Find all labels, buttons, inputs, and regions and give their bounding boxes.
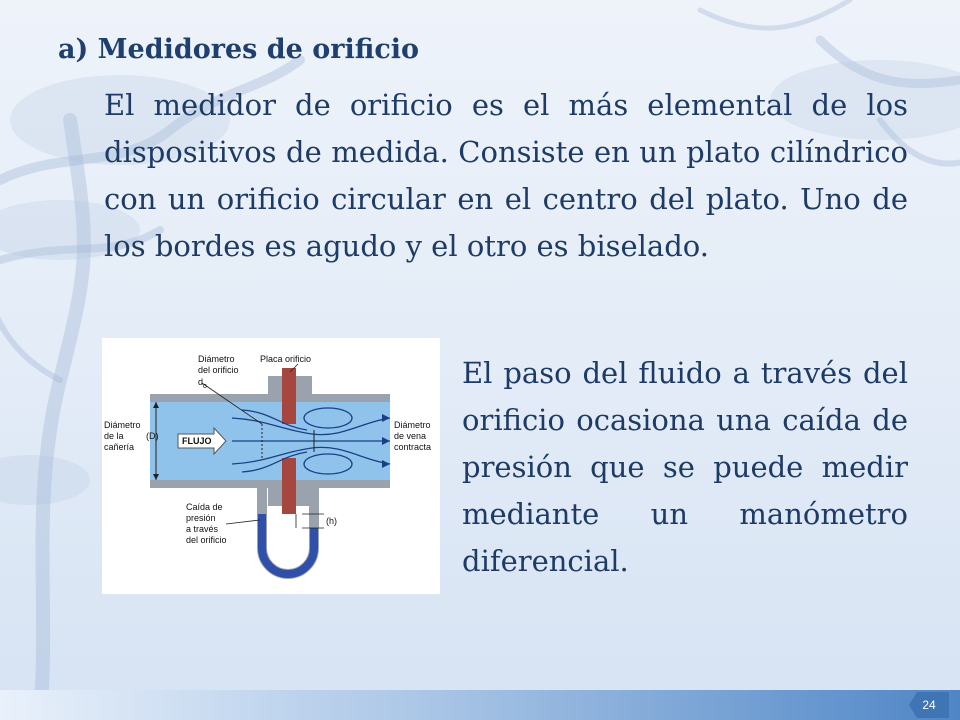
label-pipe-diameter-1: Diámetro — [104, 420, 141, 430]
orifice-plate-bottom — [282, 458, 296, 514]
label-pipe-diameter-3: cañería — [104, 442, 135, 452]
page-number-badge — [909, 692, 949, 718]
orifice-plate-top — [282, 368, 296, 424]
flow-label: FLUJO — [182, 436, 212, 446]
label-drop-3: a través — [186, 524, 219, 534]
section-heading: a) Medidores de orificio — [58, 34, 420, 65]
label-D: (D) — [146, 431, 159, 441]
label-drop-1: Caída de — [186, 502, 223, 512]
label-vena-3: contracta — [394, 442, 432, 452]
intro-paragraph: El medidor de orificio es el más elemental de los dispositivos de medida. Consiste en un plato cilíndrico con un orificio circular en el centro del plato. Uno de los bordes es agudo y el otro es biselado. — [104, 88, 908, 263]
label-orifice-diameter-2: del orificio — [198, 365, 239, 375]
label-orifice-symbol: $d_o$ — [198, 377, 207, 390]
label-vena-2: de vena — [394, 431, 427, 441]
footer-bar — [0, 690, 960, 720]
label-plate: Placa orificio — [260, 354, 312, 364]
label-vena-1: Diámetro — [394, 420, 431, 430]
label-h: (h) — [326, 516, 337, 526]
orifice-meter-diagram — [102, 338, 440, 594]
label-drop-4: del orificio — [186, 535, 227, 545]
page-number: 24 — [922, 698, 936, 712]
label-drop-2: presión — [186, 513, 216, 523]
label-orifice-diameter-1: Diámetro — [198, 354, 235, 364]
label-pipe-diameter-2: de la — [104, 431, 124, 441]
flow-paragraph: El paso del fluido a través del orificio ocasiona una caída de presión que se puede medir mediante un manómetro diferencial. — [462, 356, 908, 578]
